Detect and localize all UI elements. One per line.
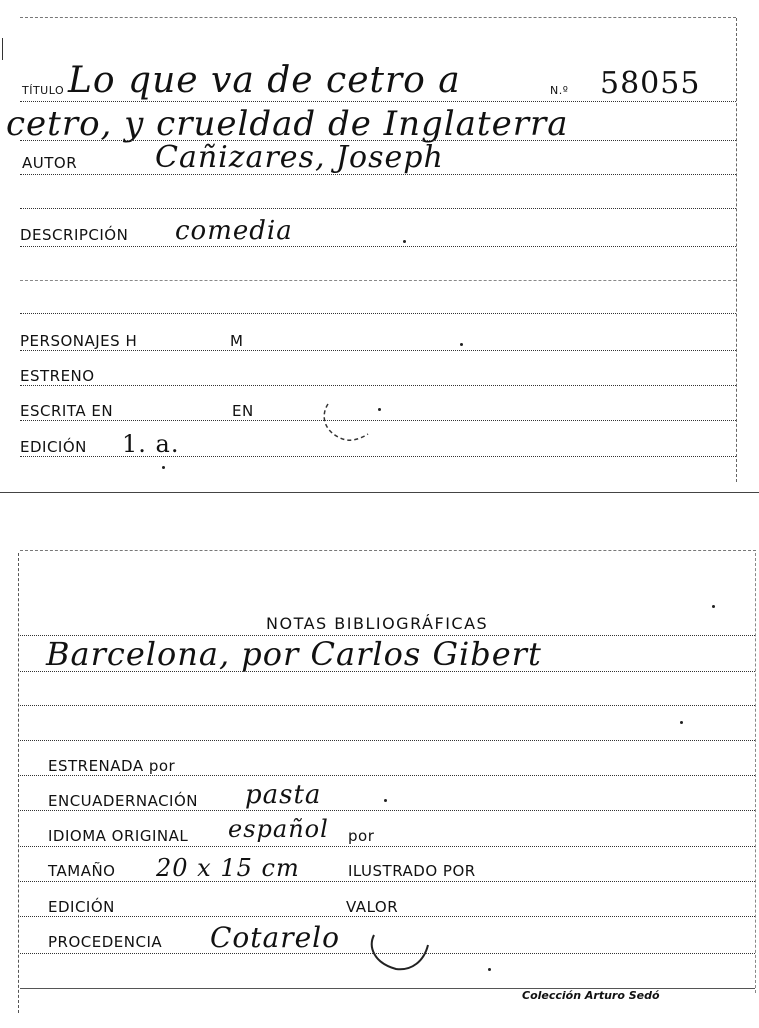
procedencia-value: Cotarelo <box>210 921 340 954</box>
personajes-label: PERSONAJES H <box>20 332 138 350</box>
card-top-border <box>20 17 736 18</box>
personajes-line <box>20 350 736 351</box>
catalog-card-notes <box>0 495 759 1028</box>
speck <box>384 799 387 802</box>
notas-line-2 <box>20 671 755 672</box>
descripcion-line <box>20 246 736 247</box>
speck <box>403 240 406 243</box>
titulo-line2-value: cetro, y crueldad de Inglaterra <box>6 104 569 144</box>
blank-line-2 <box>20 280 736 281</box>
speck <box>378 408 381 411</box>
collection-stamp: Colección Arturo Sedó <box>522 989 660 1002</box>
tamano-label: TAMAÑO <box>48 862 116 880</box>
card2-edicion-label: EDICIÓN <box>48 898 115 916</box>
encuadernacion-line <box>20 810 755 811</box>
numero-value: 58055 <box>600 66 701 101</box>
titulo-line1-value: Lo que va de cetro a <box>68 60 461 101</box>
estreno-label: ESTRENO <box>20 367 95 385</box>
card-bottom-border <box>0 492 759 493</box>
personajes-m-label: M <box>230 332 244 350</box>
speck <box>680 721 683 724</box>
numero-label: N.º <box>550 84 569 97</box>
ilustrado-label: ILUSTRADO POR <box>348 862 476 880</box>
notas-line-4 <box>20 740 755 741</box>
edicion-line <box>20 456 736 457</box>
card-right-edge <box>736 18 737 482</box>
notas-value: Barcelona, por Carlos Gibert <box>46 635 542 673</box>
idioma-por-label: por <box>348 827 375 845</box>
tamano-line <box>20 881 755 882</box>
catalog-card-main <box>0 0 759 495</box>
notas-line-3 <box>20 705 755 706</box>
encuadernacion-label: ENCUADERNACIÓN <box>48 792 199 810</box>
estrenada-label: ESTRENADA por <box>48 757 176 775</box>
descripcion-label: DESCRIPCIÓN <box>20 226 129 244</box>
estreno-line <box>20 385 736 386</box>
punch-hole-arc <box>318 398 378 448</box>
titulo-line-1 <box>20 101 736 102</box>
edicion-line-2 <box>20 916 755 917</box>
autor-line <box>20 174 736 175</box>
autor-label: AUTOR <box>22 154 78 172</box>
punch-hole-arc-2 <box>366 931 436 977</box>
card2-right-edge <box>755 553 756 993</box>
blank-line-3 <box>20 313 736 314</box>
speck <box>460 343 463 346</box>
idioma-value: español <box>228 815 329 843</box>
descripcion-value: comedia <box>175 216 293 246</box>
blank-line-1 <box>20 208 736 209</box>
speck <box>162 466 165 469</box>
procedencia-label: PROCEDENCIA <box>48 933 163 951</box>
edicion-value: 1. a. <box>122 430 180 458</box>
speck <box>488 968 491 971</box>
idioma-label: IDIOMA ORIGINAL <box>48 827 189 845</box>
speck <box>712 605 715 608</box>
edicion-label: EDICIÓN <box>20 438 87 456</box>
estrenada-line <box>20 775 755 776</box>
valor-label: VALOR <box>346 898 399 916</box>
titulo-label: TÍTULO <box>22 84 65 97</box>
escrita-en-label: EN <box>232 402 254 420</box>
encuadernacion-value: pasta <box>245 780 322 810</box>
escrita-label: ESCRITA EN <box>20 402 114 420</box>
escrita-line <box>20 420 736 421</box>
card2-top-border <box>20 550 756 551</box>
idioma-line <box>20 846 755 847</box>
tamano-value: 20 x 15 cm <box>156 854 300 882</box>
autor-value: Cañizares, Joseph <box>155 140 444 175</box>
notas-heading: NOTAS BIBLIOGRÁFICAS <box>266 614 489 633</box>
card2-left-edge <box>18 553 19 1013</box>
card-left-edge <box>2 38 3 60</box>
